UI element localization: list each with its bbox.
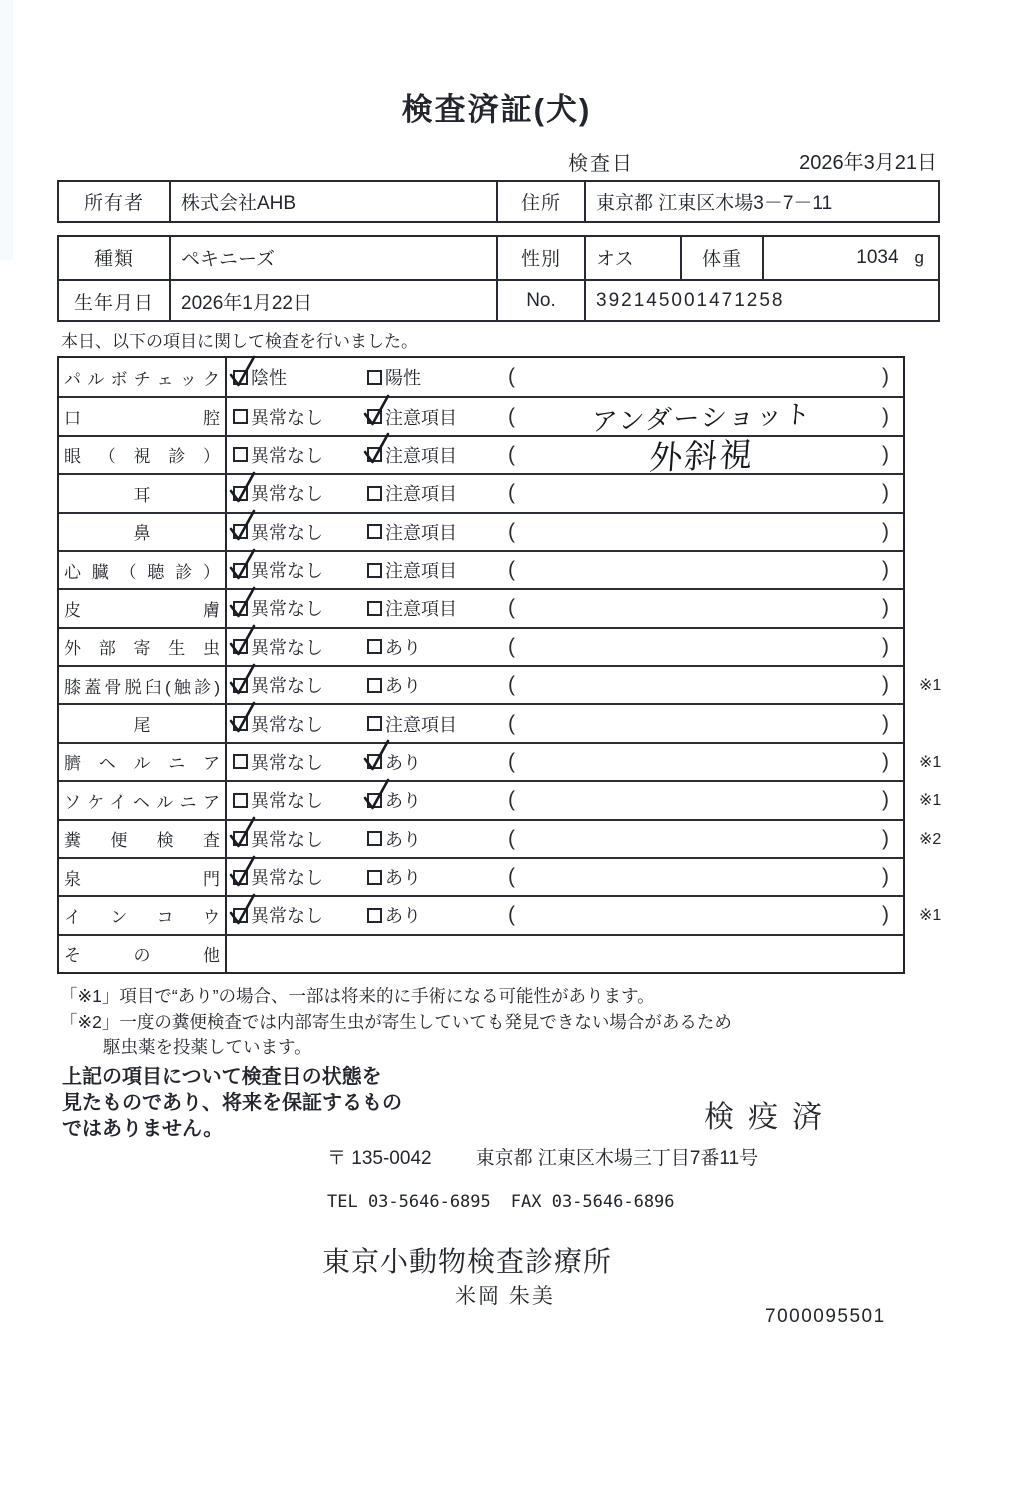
handwritten-note bbox=[522, 909, 882, 922]
option2-checkbox[interactable] bbox=[367, 447, 382, 462]
paren-close: ) bbox=[882, 788, 889, 812]
checkbox-icon bbox=[367, 563, 382, 578]
option1-checkbox[interactable] bbox=[233, 793, 248, 808]
option1-label: 異常なし bbox=[251, 407, 323, 428]
option1-checkbox[interactable] bbox=[233, 524, 248, 539]
footnote-mark: ※1 bbox=[919, 792, 942, 810]
option2-checkbox[interactable] bbox=[367, 831, 382, 846]
option1-label: 陰性 bbox=[251, 368, 287, 389]
handwritten-note bbox=[522, 794, 882, 807]
checklist-row bbox=[59, 473, 903, 511]
paren-open: ( bbox=[508, 673, 515, 697]
checklist-row bbox=[59, 435, 903, 477]
option2-label: 注意項目 bbox=[385, 484, 457, 505]
option2-checkbox[interactable] bbox=[367, 601, 382, 616]
checkbox-icon bbox=[367, 639, 382, 654]
checklist-row bbox=[59, 358, 903, 396]
paren-open: ( bbox=[508, 442, 515, 466]
owner-label: 所有者 bbox=[83, 193, 144, 214]
inspection-date-value: 2026年3月21日 bbox=[799, 152, 937, 174]
checklist-item-label: 尾 bbox=[133, 716, 151, 736]
checkbox-icon bbox=[367, 524, 382, 539]
paren-open: ( bbox=[508, 596, 515, 620]
option2-checkbox[interactable] bbox=[367, 754, 382, 769]
option1-label: 異常なし bbox=[251, 522, 323, 543]
option2-label: 注意項目 bbox=[385, 522, 457, 543]
checklist-row bbox=[59, 627, 903, 665]
handwritten-note bbox=[522, 525, 882, 538]
option2-checkbox[interactable] bbox=[367, 524, 382, 539]
option1-checkbox[interactable] bbox=[233, 601, 248, 616]
option1-label: 異常なし bbox=[251, 868, 323, 889]
checkbox-icon bbox=[367, 601, 382, 616]
paren-close: ) bbox=[882, 903, 889, 927]
paren-open: ( bbox=[508, 788, 515, 812]
paren-close: ) bbox=[882, 634, 889, 658]
handwritten-note bbox=[522, 371, 882, 384]
handwritten-check-icon bbox=[229, 585, 257, 619]
option2-checkbox[interactable] bbox=[367, 563, 382, 578]
paren-open: ( bbox=[508, 826, 515, 850]
checklist-row bbox=[59, 588, 903, 626]
checklist-item-label: 心臓（聴診） bbox=[64, 562, 220, 582]
footnote-mark: ※1 bbox=[919, 753, 942, 771]
handwritten-check-icon bbox=[363, 393, 391, 427]
handwritten-check-icon bbox=[229, 854, 257, 888]
handwritten-check-icon bbox=[229, 815, 257, 849]
checklist-row bbox=[59, 819, 942, 857]
option2-checkbox[interactable] bbox=[367, 678, 382, 693]
footnote-mark: ※2 bbox=[919, 830, 942, 848]
examiner-name: 米岡 朱美 bbox=[455, 1285, 555, 1308]
pet-info-table bbox=[57, 235, 940, 322]
paren-close: ) bbox=[882, 673, 889, 697]
checklist-item-label: 泉門 bbox=[64, 869, 220, 889]
option2-checkbox[interactable] bbox=[367, 716, 382, 731]
serial-number: 7000095501 bbox=[765, 1306, 886, 1327]
option1-checkbox[interactable] bbox=[233, 754, 248, 769]
checklist-item-label: 眼（視診） bbox=[64, 447, 220, 467]
option2-label: あり bbox=[385, 791, 421, 812]
quarantine-stamp: 検疫済 bbox=[704, 1101, 836, 1134]
option1-label: 異常なし bbox=[251, 599, 323, 620]
option2-label: 注意項目 bbox=[385, 445, 457, 466]
option2-checkbox[interactable] bbox=[367, 870, 382, 885]
checkbox-icon bbox=[233, 793, 248, 808]
paren-close: ) bbox=[882, 749, 889, 773]
intro-sentence: 本日、以下の項目に関して検査を行いました。 bbox=[61, 332, 418, 351]
birthdate-label: 生年月日 bbox=[73, 292, 154, 314]
paren-close: ) bbox=[882, 365, 889, 389]
option1-label: 異常なし bbox=[251, 752, 323, 773]
owner-value: 株式会社AHB bbox=[169, 182, 496, 221]
checkbox-icon bbox=[233, 447, 248, 462]
option1-label: 異常なし bbox=[251, 561, 323, 582]
option1-checkbox[interactable] bbox=[233, 831, 248, 846]
option2-checkbox[interactable] bbox=[367, 409, 382, 424]
checklist-item-label: ソケイヘルニア bbox=[64, 792, 220, 812]
postal-code: 〒 135-0042 bbox=[327, 1148, 432, 1169]
paren-close: ) bbox=[882, 519, 889, 543]
handwritten-check-icon bbox=[229, 508, 257, 542]
handwritten-check-icon bbox=[229, 354, 257, 388]
checklist-row bbox=[59, 742, 942, 780]
footnote-2: 「※2」一度の糞便検査では内部寄生虫が寄生していても発見できない場合があるため bbox=[60, 1012, 732, 1032]
option1-checkbox[interactable] bbox=[233, 870, 248, 885]
handwritten-note: アンダーショット bbox=[590, 398, 814, 437]
option1-checkbox[interactable] bbox=[233, 409, 248, 424]
handwritten-note bbox=[522, 641, 882, 654]
handwritten-check-icon bbox=[363, 777, 391, 811]
handwritten-note bbox=[522, 602, 882, 615]
handwritten-check-icon bbox=[229, 470, 257, 504]
option2-label: 注意項目 bbox=[385, 599, 457, 620]
option2-label: あり bbox=[385, 637, 421, 658]
checklist-row bbox=[59, 934, 903, 972]
paren-open: ( bbox=[508, 634, 515, 658]
paren-close: ) bbox=[882, 596, 889, 620]
checklist-row bbox=[59, 665, 942, 703]
handwritten-note bbox=[522, 832, 882, 845]
checklist-item-label: 糞便検査 bbox=[64, 831, 220, 851]
option1-label: 異常なし bbox=[251, 906, 323, 927]
paren-close: ) bbox=[882, 865, 889, 889]
breed-label: 種類 bbox=[93, 249, 134, 271]
checkbox-icon bbox=[367, 908, 382, 923]
checkbox-icon bbox=[367, 678, 382, 693]
footnote-2-cont: 駆虫薬を投薬しています。 bbox=[103, 1037, 312, 1057]
checklist-item-label: 外部寄生虫 bbox=[64, 639, 220, 659]
weight-label: 体重 bbox=[680, 237, 762, 279]
handwritten-note bbox=[522, 564, 882, 577]
checklist-row bbox=[59, 780, 942, 818]
footnote-mark: ※1 bbox=[919, 677, 942, 695]
address-value: 東京都 江東区木場3－7－11 bbox=[584, 182, 938, 221]
checkbox-icon bbox=[233, 409, 248, 424]
checklist-table bbox=[57, 356, 942, 974]
clinic-postal-line bbox=[327, 1143, 758, 1170]
option1-checkbox[interactable] bbox=[233, 486, 248, 501]
checklist-row bbox=[59, 512, 903, 550]
option1-label: 異常なし bbox=[251, 676, 323, 697]
option2-checkbox[interactable] bbox=[367, 486, 382, 501]
option2-label: 注意項目 bbox=[385, 407, 457, 428]
breed-value: ペキニーズ bbox=[169, 237, 496, 279]
option1-checkbox[interactable] bbox=[233, 716, 248, 731]
option1-checkbox[interactable] bbox=[233, 447, 248, 462]
weight-unit: g bbox=[914, 247, 924, 267]
option1-label: 異常なし bbox=[251, 484, 323, 505]
option1-label: 異常なし bbox=[251, 791, 323, 812]
checklist-item-label: 臍ヘルニア bbox=[64, 754, 220, 774]
option2-checkbox[interactable] bbox=[367, 908, 382, 923]
checklist-row bbox=[59, 703, 903, 741]
paren-open: ( bbox=[508, 558, 515, 582]
footnote-mark: ※1 bbox=[919, 907, 942, 925]
disclaimer-line3: ではありません。 bbox=[62, 1118, 224, 1140]
clinic-address: 東京都 江東区木場三丁目7番11号 bbox=[475, 1148, 759, 1169]
sex-value: オス bbox=[584, 237, 680, 279]
birthdate-value: 2026年1月22日 bbox=[169, 281, 496, 323]
handwritten-note bbox=[522, 756, 882, 769]
handwritten-note: 外斜視 bbox=[648, 435, 756, 477]
checklist-item-label: その他 bbox=[64, 946, 220, 966]
handwritten-check-icon bbox=[229, 547, 257, 581]
handwritten-note bbox=[522, 679, 882, 692]
sex-label: 性別 bbox=[496, 237, 584, 279]
handwritten-note bbox=[522, 717, 882, 730]
checklist-item-label: 鼻 bbox=[133, 524, 151, 544]
clinic-tel: TEL 03-5646-6895 bbox=[327, 1192, 491, 1212]
checklist-row bbox=[59, 895, 942, 933]
checklist-item-label: 皮膚 bbox=[64, 600, 220, 620]
option1-checkbox[interactable] bbox=[233, 678, 248, 693]
number-value: 392145001471258 bbox=[584, 281, 938, 323]
handwritten-note bbox=[522, 487, 882, 500]
paren-open: ( bbox=[508, 749, 515, 773]
checklist-item-label: インコウ bbox=[64, 907, 220, 927]
disclaimer bbox=[62, 1064, 402, 1142]
owner-table bbox=[57, 180, 940, 223]
option1-checkbox[interactable] bbox=[233, 639, 248, 654]
option2-checkbox[interactable] bbox=[367, 793, 382, 808]
option2-label: あり bbox=[385, 906, 421, 927]
handwritten-check-icon bbox=[229, 623, 257, 657]
checkbox-icon bbox=[367, 870, 382, 885]
checkbox-icon bbox=[233, 754, 248, 769]
checkbox-icon bbox=[367, 831, 382, 846]
handwritten-check-icon bbox=[363, 738, 391, 772]
paren-close: ) bbox=[882, 481, 889, 505]
option2-label: あり bbox=[385, 868, 421, 889]
disclaimer-line1: 上記の項目について検査日の状態を bbox=[62, 1066, 382, 1088]
clinic-name: 東京小動物検査診療所 bbox=[322, 1246, 613, 1277]
checkbox-icon bbox=[367, 370, 382, 385]
checklist-row bbox=[59, 857, 903, 895]
address-label: 住所 bbox=[496, 182, 584, 221]
option2-label: あり bbox=[385, 676, 421, 697]
paren-close: ) bbox=[882, 826, 889, 850]
handwritten-check-icon bbox=[363, 431, 391, 465]
paren-open: ( bbox=[508, 481, 515, 505]
paren-close: ) bbox=[882, 404, 889, 428]
checklist-item-label: 口腔 bbox=[64, 409, 220, 429]
option1-label: 異常なし bbox=[251, 829, 323, 850]
number-label: No. bbox=[496, 281, 584, 323]
footnote-1: 「※1」項目で“あり”の場合、一部は将来的に手術になる可能性があります。 bbox=[60, 986, 655, 1006]
option2-checkbox[interactable] bbox=[367, 639, 382, 654]
option1-label: 異常なし bbox=[251, 637, 323, 658]
option1-label: 異常なし bbox=[251, 445, 323, 466]
paren-open: ( bbox=[508, 711, 515, 735]
checkbox-icon bbox=[367, 716, 382, 731]
option2-label: あり bbox=[385, 752, 421, 773]
weight-value: 1034 bbox=[856, 246, 899, 268]
handwritten-check-icon bbox=[229, 662, 257, 696]
option1-checkbox[interactable] bbox=[233, 908, 248, 923]
clinic-tel-line bbox=[327, 1192, 675, 1212]
paren-close: ) bbox=[882, 711, 889, 735]
option1-checkbox[interactable] bbox=[233, 563, 248, 578]
page-title: 検査済証(犬) bbox=[401, 92, 592, 127]
option1-label: 異常なし bbox=[251, 714, 323, 735]
paren-close: ) bbox=[882, 442, 889, 466]
option2-label: あり bbox=[385, 829, 421, 850]
option2-label: 陽性 bbox=[385, 368, 421, 389]
scan-edge-artifact bbox=[0, 0, 13, 260]
clinic-fax: FAX 03-5646-6896 bbox=[510, 1192, 675, 1212]
checklist-item-label: 耳 bbox=[133, 485, 151, 505]
paren-open: ( bbox=[508, 519, 515, 543]
inspection-date-label: 検査日 bbox=[568, 153, 634, 175]
paren-open: ( bbox=[508, 903, 515, 927]
checklist-row bbox=[59, 550, 903, 588]
checklist-item-label: パルボチェック bbox=[64, 369, 220, 389]
paren-open: ( bbox=[508, 404, 515, 428]
weight-cell bbox=[762, 237, 938, 279]
disclaimer-line2: 見たものであり、将来を保証するもの bbox=[62, 1092, 402, 1114]
checklist-item-label: 膝蓋骨脱臼(触診) bbox=[64, 677, 220, 697]
option2-checkbox[interactable] bbox=[367, 370, 382, 385]
option1-checkbox[interactable] bbox=[233, 370, 248, 385]
option2-label: 注意項目 bbox=[385, 714, 457, 735]
handwritten-note bbox=[522, 871, 882, 884]
option2-label: 注意項目 bbox=[385, 561, 457, 582]
paren-open: ( bbox=[508, 365, 515, 389]
checkbox-icon bbox=[367, 486, 382, 501]
handwritten-check-icon bbox=[229, 892, 257, 926]
handwritten-check-icon bbox=[229, 700, 257, 734]
paren-close: ) bbox=[882, 558, 889, 582]
paren-open: ( bbox=[508, 865, 515, 889]
